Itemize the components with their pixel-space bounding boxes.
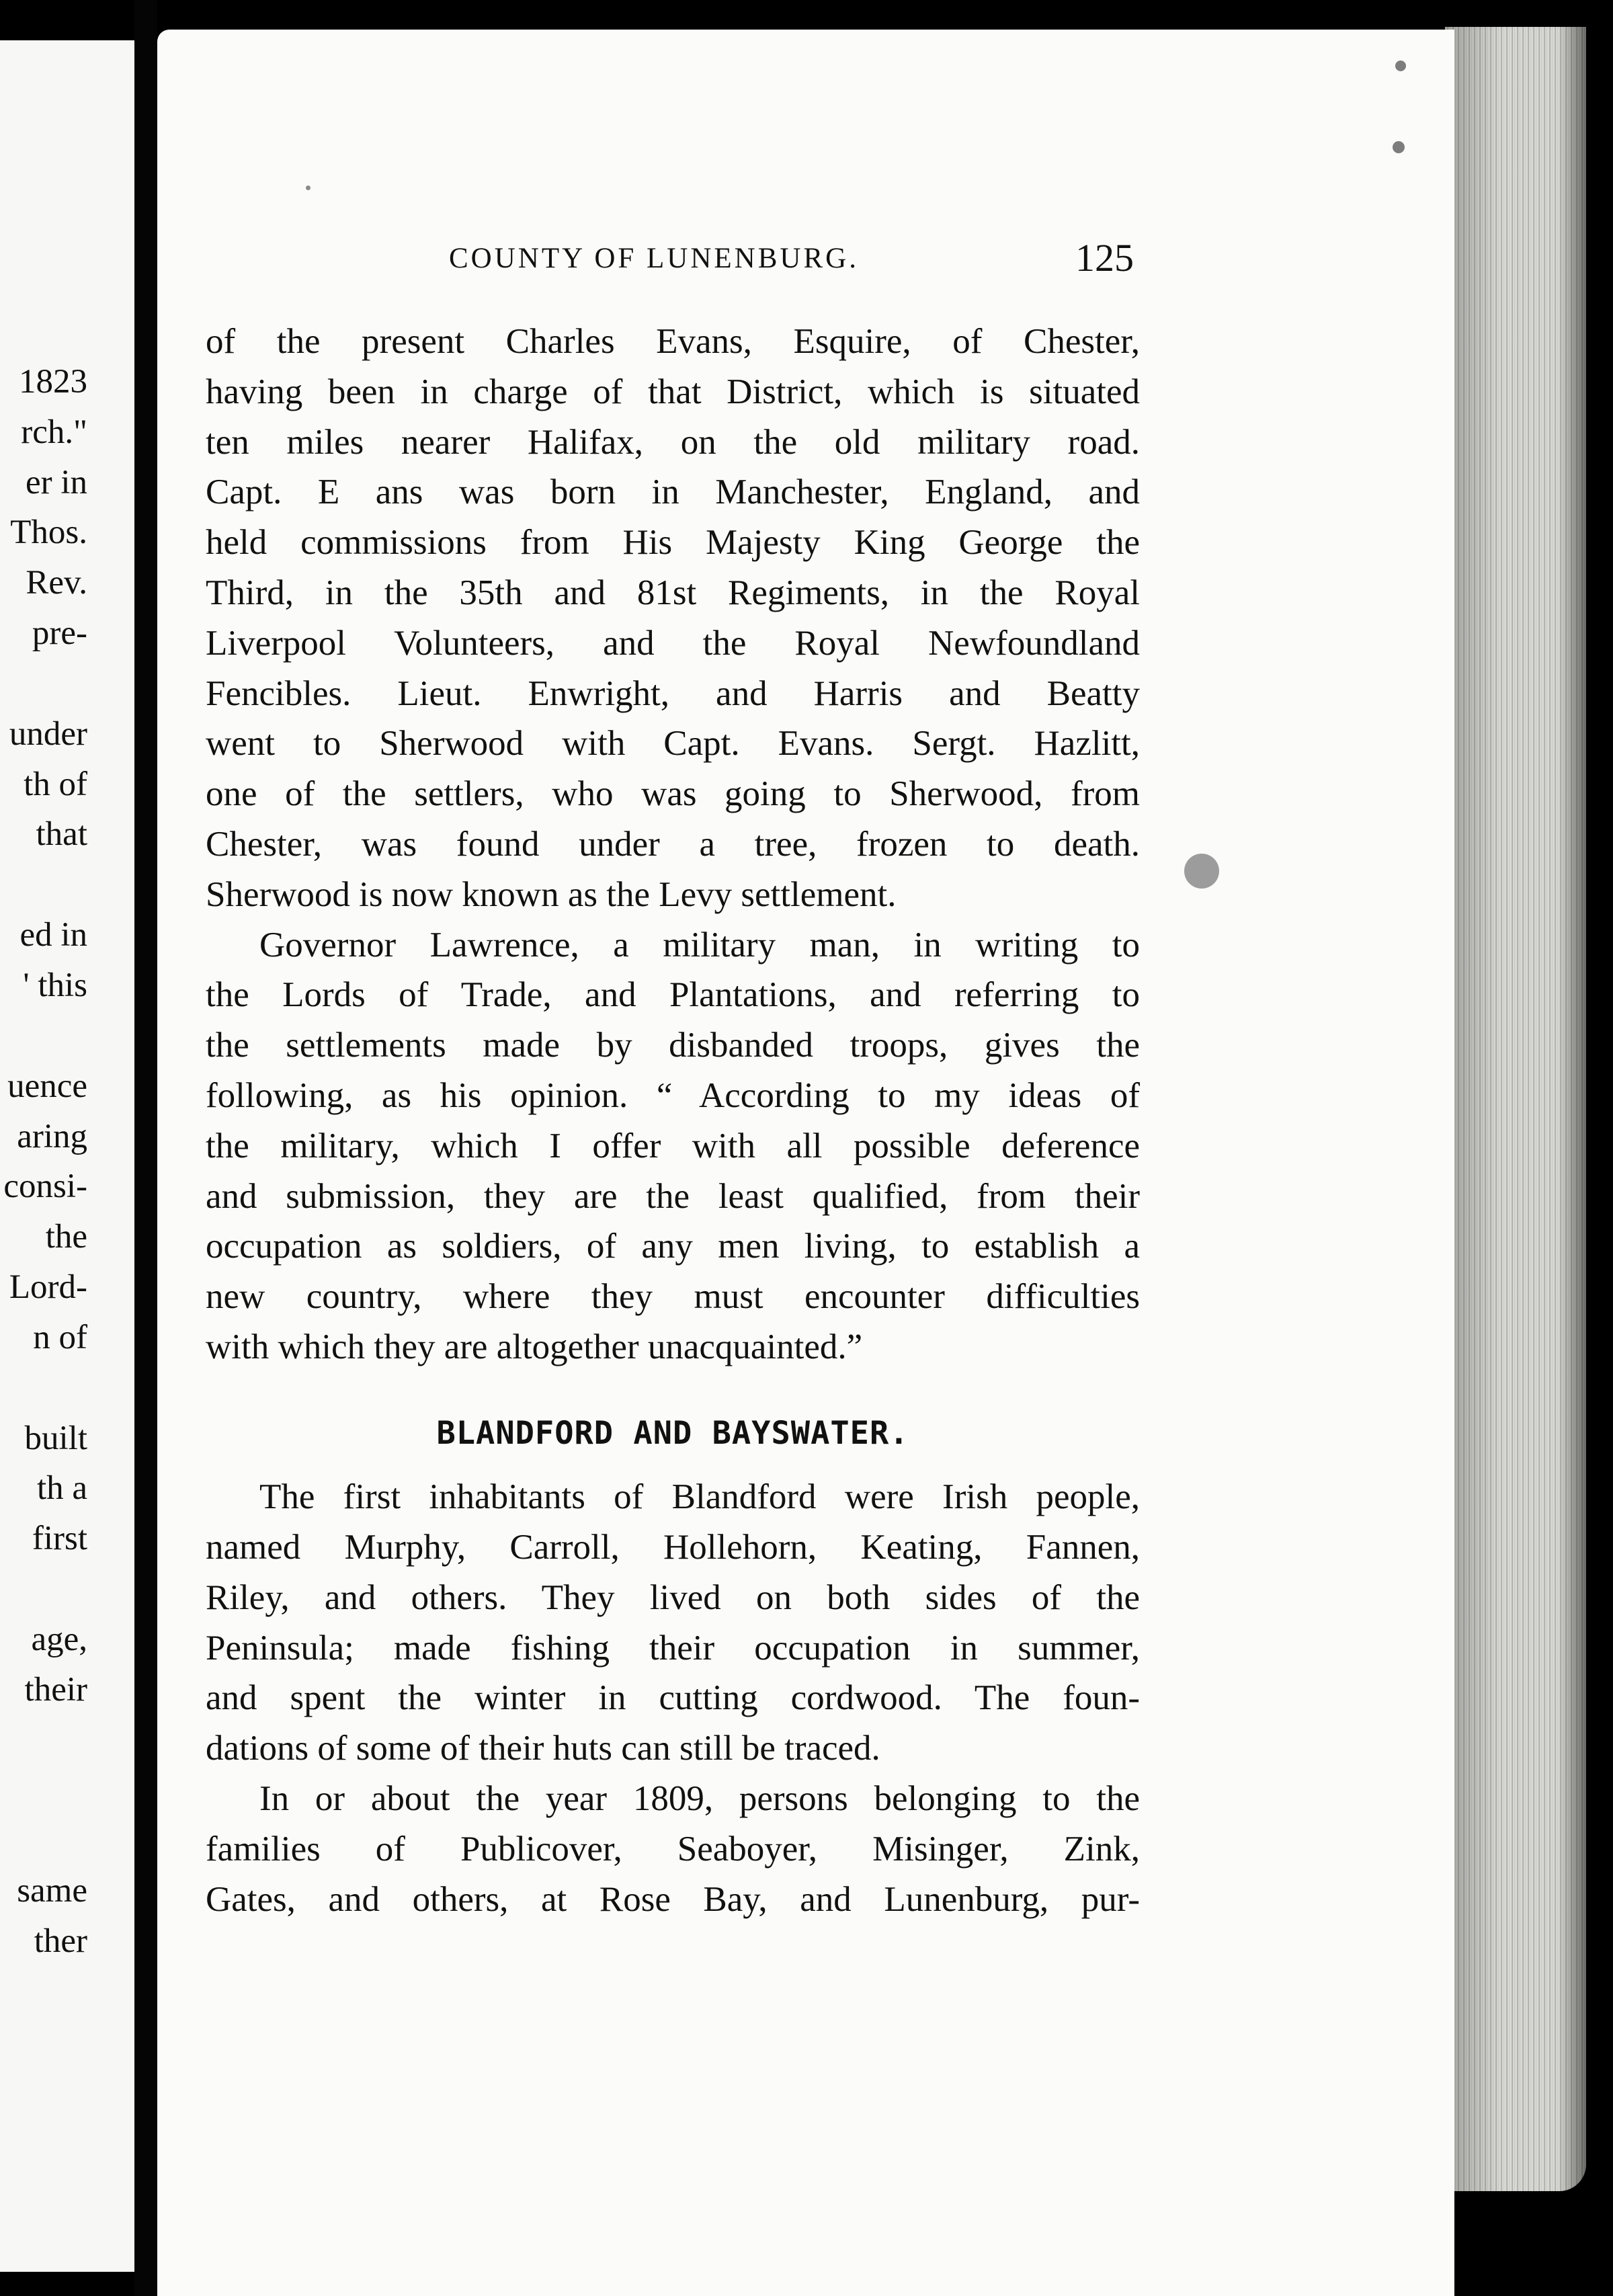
text-line: The first inhabitants of Blandford were Irish people, [259, 1477, 1140, 1516]
facing-page-line: th of [24, 766, 87, 803]
text-line: of the present Charles Evans, Esquire, of Chester, [206, 322, 1140, 361]
facing-page-line: first [32, 1520, 87, 1557]
text-line: and spent the winter in cutting cordwood. The foun- [206, 1678, 1140, 1717]
facing-page-line: their [24, 1671, 87, 1709]
text-line: In or about the year 1809, persons belonging to the [259, 1779, 1140, 1818]
text-line: families of Publicover, Seaboyer, Misinger, Zink, [206, 1830, 1140, 1869]
text-line: and submission, they are the least qualified, from their [206, 1177, 1140, 1216]
facing-page-line: the [45, 1218, 87, 1256]
facing-page-line: pre- [32, 614, 87, 652]
text-line: went to Sherwood with Capt. Evans. Sergt. Hazlitt, [206, 724, 1140, 763]
page-number: 125 [1075, 236, 1134, 280]
text-line: Liverpool Volunteers, and the Royal Newfoundland [206, 624, 1140, 663]
text-line: ten miles nearer Halifax, on the old military road. [206, 423, 1140, 462]
facing-page-line: th a [36, 1469, 87, 1507]
text-line: Riley, and others. They lived on both sides of the [206, 1578, 1140, 1617]
text-line: with which they are altogether unacquainted.” [206, 1327, 863, 1366]
facing-page-line: age, [31, 1621, 87, 1658]
text-line: the military, which I offer with all possible deference [206, 1126, 1140, 1165]
text-line: the settlements made by disbanded troops, gives the [206, 1026, 1140, 1065]
facing-page-line: aring [17, 1118, 87, 1155]
text-line: Governor Lawrence, a military man, in writing to [259, 926, 1140, 965]
text-line: Sherwood is now known as the Levy settlement. [206, 875, 897, 914]
text-line: Gates, and others, at Rose Bay, and Lunenburg, pur- [206, 1880, 1140, 1919]
paper-speck [306, 186, 311, 190]
paper-speck [1184, 854, 1219, 889]
text-line: dations of some of their huts can still be traced. [206, 1729, 880, 1768]
text-line: Peninsula; made fishing their occupation in summer, [206, 1629, 1140, 1668]
text-line: one of the settlers, who was going to Sherwood, from [206, 774, 1140, 813]
facing-page-line: rch." [21, 413, 87, 451]
text-line: following, as his opinion. “ According to my ideas of [206, 1076, 1140, 1115]
facing-page-line: that [36, 815, 87, 853]
facing-page-line: under [9, 715, 87, 753]
facing-page-line: consi- [3, 1167, 87, 1205]
page-fore-edge-shadow [1445, 27, 1586, 2191]
text-line: the Lords of Trade, and Plantations, and referring to [206, 975, 1140, 1014]
facing-page-line: same [17, 1872, 87, 1910]
section-heading: BLANDFORD AND BAYSWATER. [436, 1415, 909, 1452]
facing-page-line: Thos. [10, 514, 87, 551]
text-line: having been in charge of that District, which is situated [206, 372, 1140, 411]
text-line: Chester, was found under a tree, frozen to death. [206, 825, 1140, 864]
facing-page-line: 1823 [19, 363, 87, 401]
facing-page-line: built [24, 1420, 87, 1457]
facing-page-line: ed in [19, 916, 87, 954]
facing-page-line: ' this [23, 967, 87, 1004]
facing-page-line: Rev. [26, 564, 87, 602]
facing-page-line: uence [7, 1067, 87, 1105]
paper-speck [1393, 141, 1405, 153]
text-line: Capt. E ans was born in Manchester, England, and [206, 473, 1140, 511]
facing-page-line: n of [33, 1319, 87, 1356]
text-line: held commissions from His Majesty King George the [206, 523, 1140, 562]
text-line: Third, in the 35th and 81st Regiments, in the Royal [206, 573, 1140, 612]
text-line: named Murphy, Carroll, Hollehorn, Keating, Fannen, [206, 1528, 1140, 1567]
facing-page-left [0, 40, 134, 2272]
book-gutter [134, 0, 157, 2296]
text-line: new country, where they must encounter difficulties [206, 1277, 1140, 1316]
facing-page-line: er in [25, 464, 87, 501]
facing-page-line: Lord- [9, 1268, 87, 1306]
paper-speck [1395, 60, 1406, 71]
running-head: COUNTY OF LUNENBURG. [449, 243, 859, 274]
facing-page-line: ther [34, 1922, 87, 1960]
text-line: Fencibles. Lieut. Enwright, and Harris and Beatty [206, 674, 1140, 713]
text-line: occupation as soldiers, of any men living, to establish a [206, 1227, 1140, 1266]
